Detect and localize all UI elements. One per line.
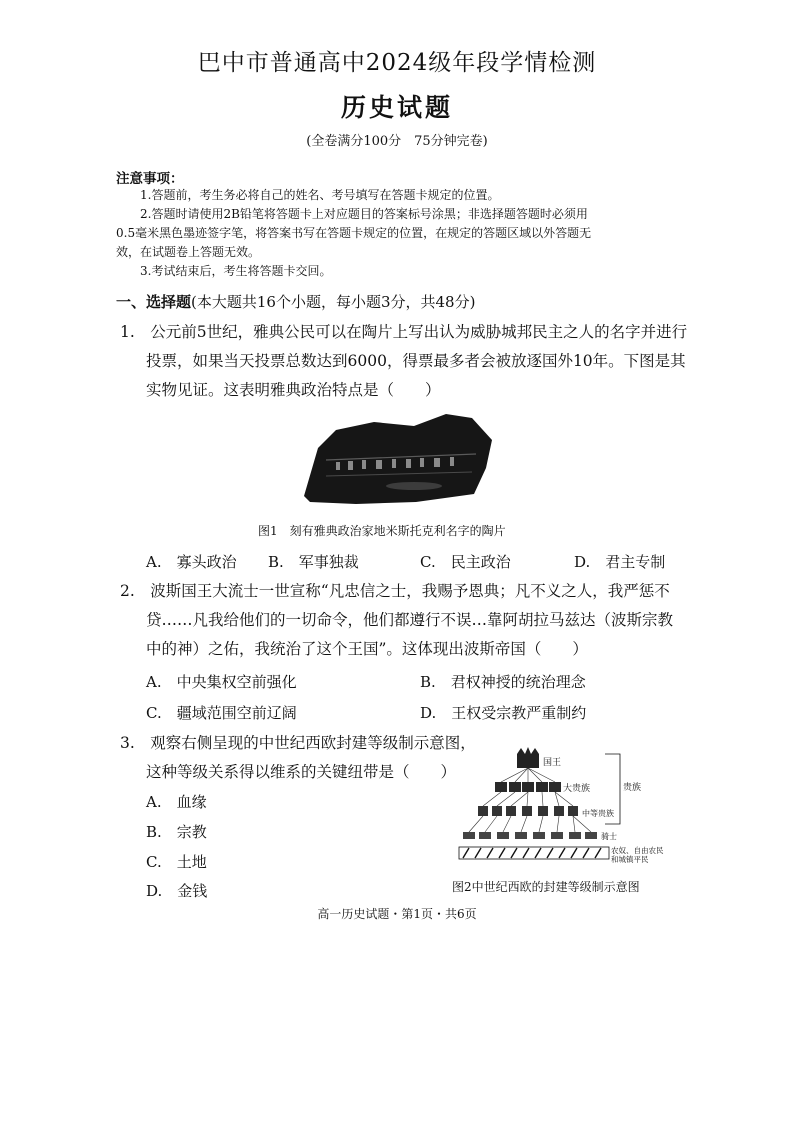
- exam-subject: 历史试题: [340, 93, 453, 122]
- middle-nobles-label: 中等贵族: [582, 809, 614, 818]
- q2-line-3: 中的神）之佑，我统治了这个王国”。这体现出波斯帝国（ ）: [146, 640, 588, 658]
- middle-nobles-icons: [478, 806, 578, 816]
- figure1-caption: 图1 刻有雅典政治家地米斯托克利名字的陶片: [258, 524, 506, 538]
- ostracon-shard: [296, 408, 496, 506]
- full-score-note: (全卷满分100分 75分钟完卷): [306, 134, 488, 149]
- great-nobles-icons: [495, 782, 561, 792]
- q3-option-c[interactable]: C. 土地: [146, 853, 207, 871]
- note-line-3: 0.5毫米黑色墨迹签字笔，将答案书写在答题卡规定的位置，在规定的答题区域以外答题无: [116, 226, 592, 240]
- peasants-label-2: 和城镇平民: [611, 855, 649, 864]
- figure2-caption: 图2中世纪西欧的封建等级制示意图: [452, 880, 640, 894]
- feudal-hierarchy-diagram: [455, 746, 670, 881]
- note-line-4: 效，在试题卷上答题无效。: [116, 245, 261, 259]
- q1-line-3: 实物见证。这表明雅典政治特点是（ ）: [146, 381, 441, 399]
- page-footer: 高一历史试题・第1页・共6页: [317, 907, 477, 921]
- q2-line-1: 2. 波斯国王大流士一世宣称“凡忠信之士，我赐予恩典；凡不义之人，我严惩不: [120, 582, 670, 600]
- great-nobles-label: 大贵族: [563, 784, 591, 794]
- note-line-1: 1.答题前，考生务必将自己的姓名、考号填写在答题卡规定的位置。: [140, 188, 500, 202]
- q3-option-a[interactable]: A. 血缘: [146, 793, 207, 811]
- q2-option-c[interactable]: C. 疆域范围空前辽阔: [146, 704, 297, 722]
- peasants-icons: [463, 848, 601, 858]
- q2-option-d[interactable]: D. 王权受宗教严重制约: [420, 704, 587, 722]
- q1-option-d[interactable]: D. 君主专制: [574, 553, 666, 571]
- exam-title: 巴中市普通高中2024级年段学情检测: [197, 50, 597, 76]
- q1-line-1: 1. 公元前5世纪，雅典公民可以在陶片上写出认为威胁城邦民主之人的名字并进行: [120, 323, 688, 341]
- q1-option-b[interactable]: B. 军事独裁: [268, 553, 359, 571]
- section-desc: (本大题共16个小题，每小题3分，共48分): [191, 293, 476, 311]
- q2-option-a[interactable]: A. 中央集权空前强化: [146, 673, 297, 691]
- feudal-pyramid: [455, 746, 670, 881]
- section-header: [116, 291, 475, 312]
- q3-option-b[interactable]: B. 宗教: [146, 823, 207, 841]
- q3-line-2: 这种等级关系得以维系的关键纽带是（ ）: [146, 763, 457, 781]
- king-label: 国王: [543, 758, 562, 768]
- q3-option-d[interactable]: D. 金钱: [146, 882, 208, 900]
- nobles-label: 贵族: [623, 783, 642, 793]
- knights-icons: [463, 832, 597, 839]
- q2-option-b[interactable]: B. 君权神授的统治理念: [420, 673, 586, 691]
- knights-label: 骑士: [601, 832, 617, 841]
- king-icon: [517, 747, 539, 768]
- ostracon-image: [296, 408, 496, 506]
- notes-title: 注意事项：: [116, 171, 184, 187]
- q2-line-2: 贷……凡我给他们的一切命令，他们都遵行不误…靠阿胡拉马兹达（波斯宗教: [146, 611, 674, 629]
- q1-option-c[interactable]: C. 民主政治: [420, 553, 511, 571]
- q1-option-a[interactable]: A. 寡头政治: [146, 553, 237, 571]
- q3-line-1: 3. 观察右侧呈现的中世纪西欧封建等级制示意图，: [120, 734, 476, 752]
- note-line-5: 3.考试结束后，考生将答题卡交回。: [140, 264, 332, 278]
- peasants-label: 农奴、自由农民: [611, 846, 664, 855]
- q1-line-2: 投票，如果当天投票总数达到6000，得票最多者会被放逐国外10年。下图是其: [146, 352, 686, 370]
- note-line-2: 2.答题时请使用2B铅笔将答题卡上对应题目的答案标号涂黑；非选择题答题时必须用: [140, 207, 588, 221]
- section-label: 一、选择题: [116, 293, 192, 311]
